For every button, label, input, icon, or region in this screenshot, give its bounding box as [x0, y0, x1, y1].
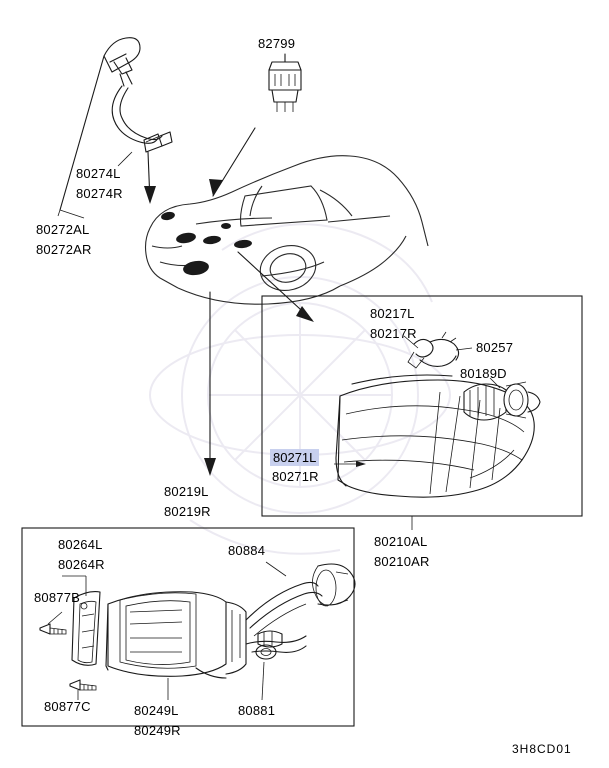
label-80249L: 80249L: [134, 703, 179, 718]
label-80264L: 80264L: [58, 537, 103, 552]
leader-80881: [262, 662, 264, 700]
label-82799: 82799: [258, 36, 296, 51]
arrow-to-80219: [204, 292, 216, 476]
leader-80884: [266, 562, 286, 576]
bulb-80881: [256, 631, 282, 659]
arrow-to-switch: [209, 128, 255, 196]
label-80881: 80881: [238, 703, 276, 718]
label-80877C: 80877C: [44, 699, 91, 714]
label-80217L: 80217L: [370, 306, 415, 321]
label-80877B: 80877B: [34, 590, 81, 605]
label-80884: 80884: [228, 543, 266, 558]
bulb-socket-80189D: [464, 382, 540, 420]
screw-80877C: [70, 680, 96, 690]
fog-lamp-housing: [106, 592, 246, 678]
car-lamp-marks: [160, 211, 252, 277]
label-80219R: 80219R: [164, 504, 211, 519]
leader-80877B: [48, 612, 62, 624]
label-80217R: 80217R: [370, 326, 417, 341]
label-80271L-highlighted: 80271L: [270, 449, 319, 466]
car-body-outline: [146, 156, 429, 304]
diagram-code: 3H8CD01: [512, 742, 572, 756]
screw-80877B: [40, 624, 66, 634]
arrow-to-corner-lamp: [238, 252, 314, 322]
label-80264R: 80264R: [58, 557, 105, 572]
label-80272AL: 80272AL: [36, 222, 90, 237]
label-80257: 80257: [476, 340, 514, 355]
label-80210AR: 80210AR: [374, 554, 430, 569]
label-80249R: 80249R: [134, 723, 181, 738]
label-80272AR: 80272AR: [36, 242, 92, 257]
leader-80257: [456, 348, 472, 350]
label-80219L: 80219L: [164, 484, 209, 499]
label-80210AL: 80210AL: [374, 534, 428, 549]
label-80274L: 80274L: [76, 166, 121, 181]
label-80274R: 80274R: [76, 186, 123, 201]
arrow-to-antenna: [144, 152, 156, 204]
label-80189D: 80189D: [460, 366, 507, 381]
leader-80272A: [60, 210, 84, 218]
switch-82799: [269, 54, 301, 112]
label-80271R: 80271R: [272, 469, 319, 484]
leader-80274: [118, 152, 132, 166]
wiring-80884: [246, 564, 355, 652]
